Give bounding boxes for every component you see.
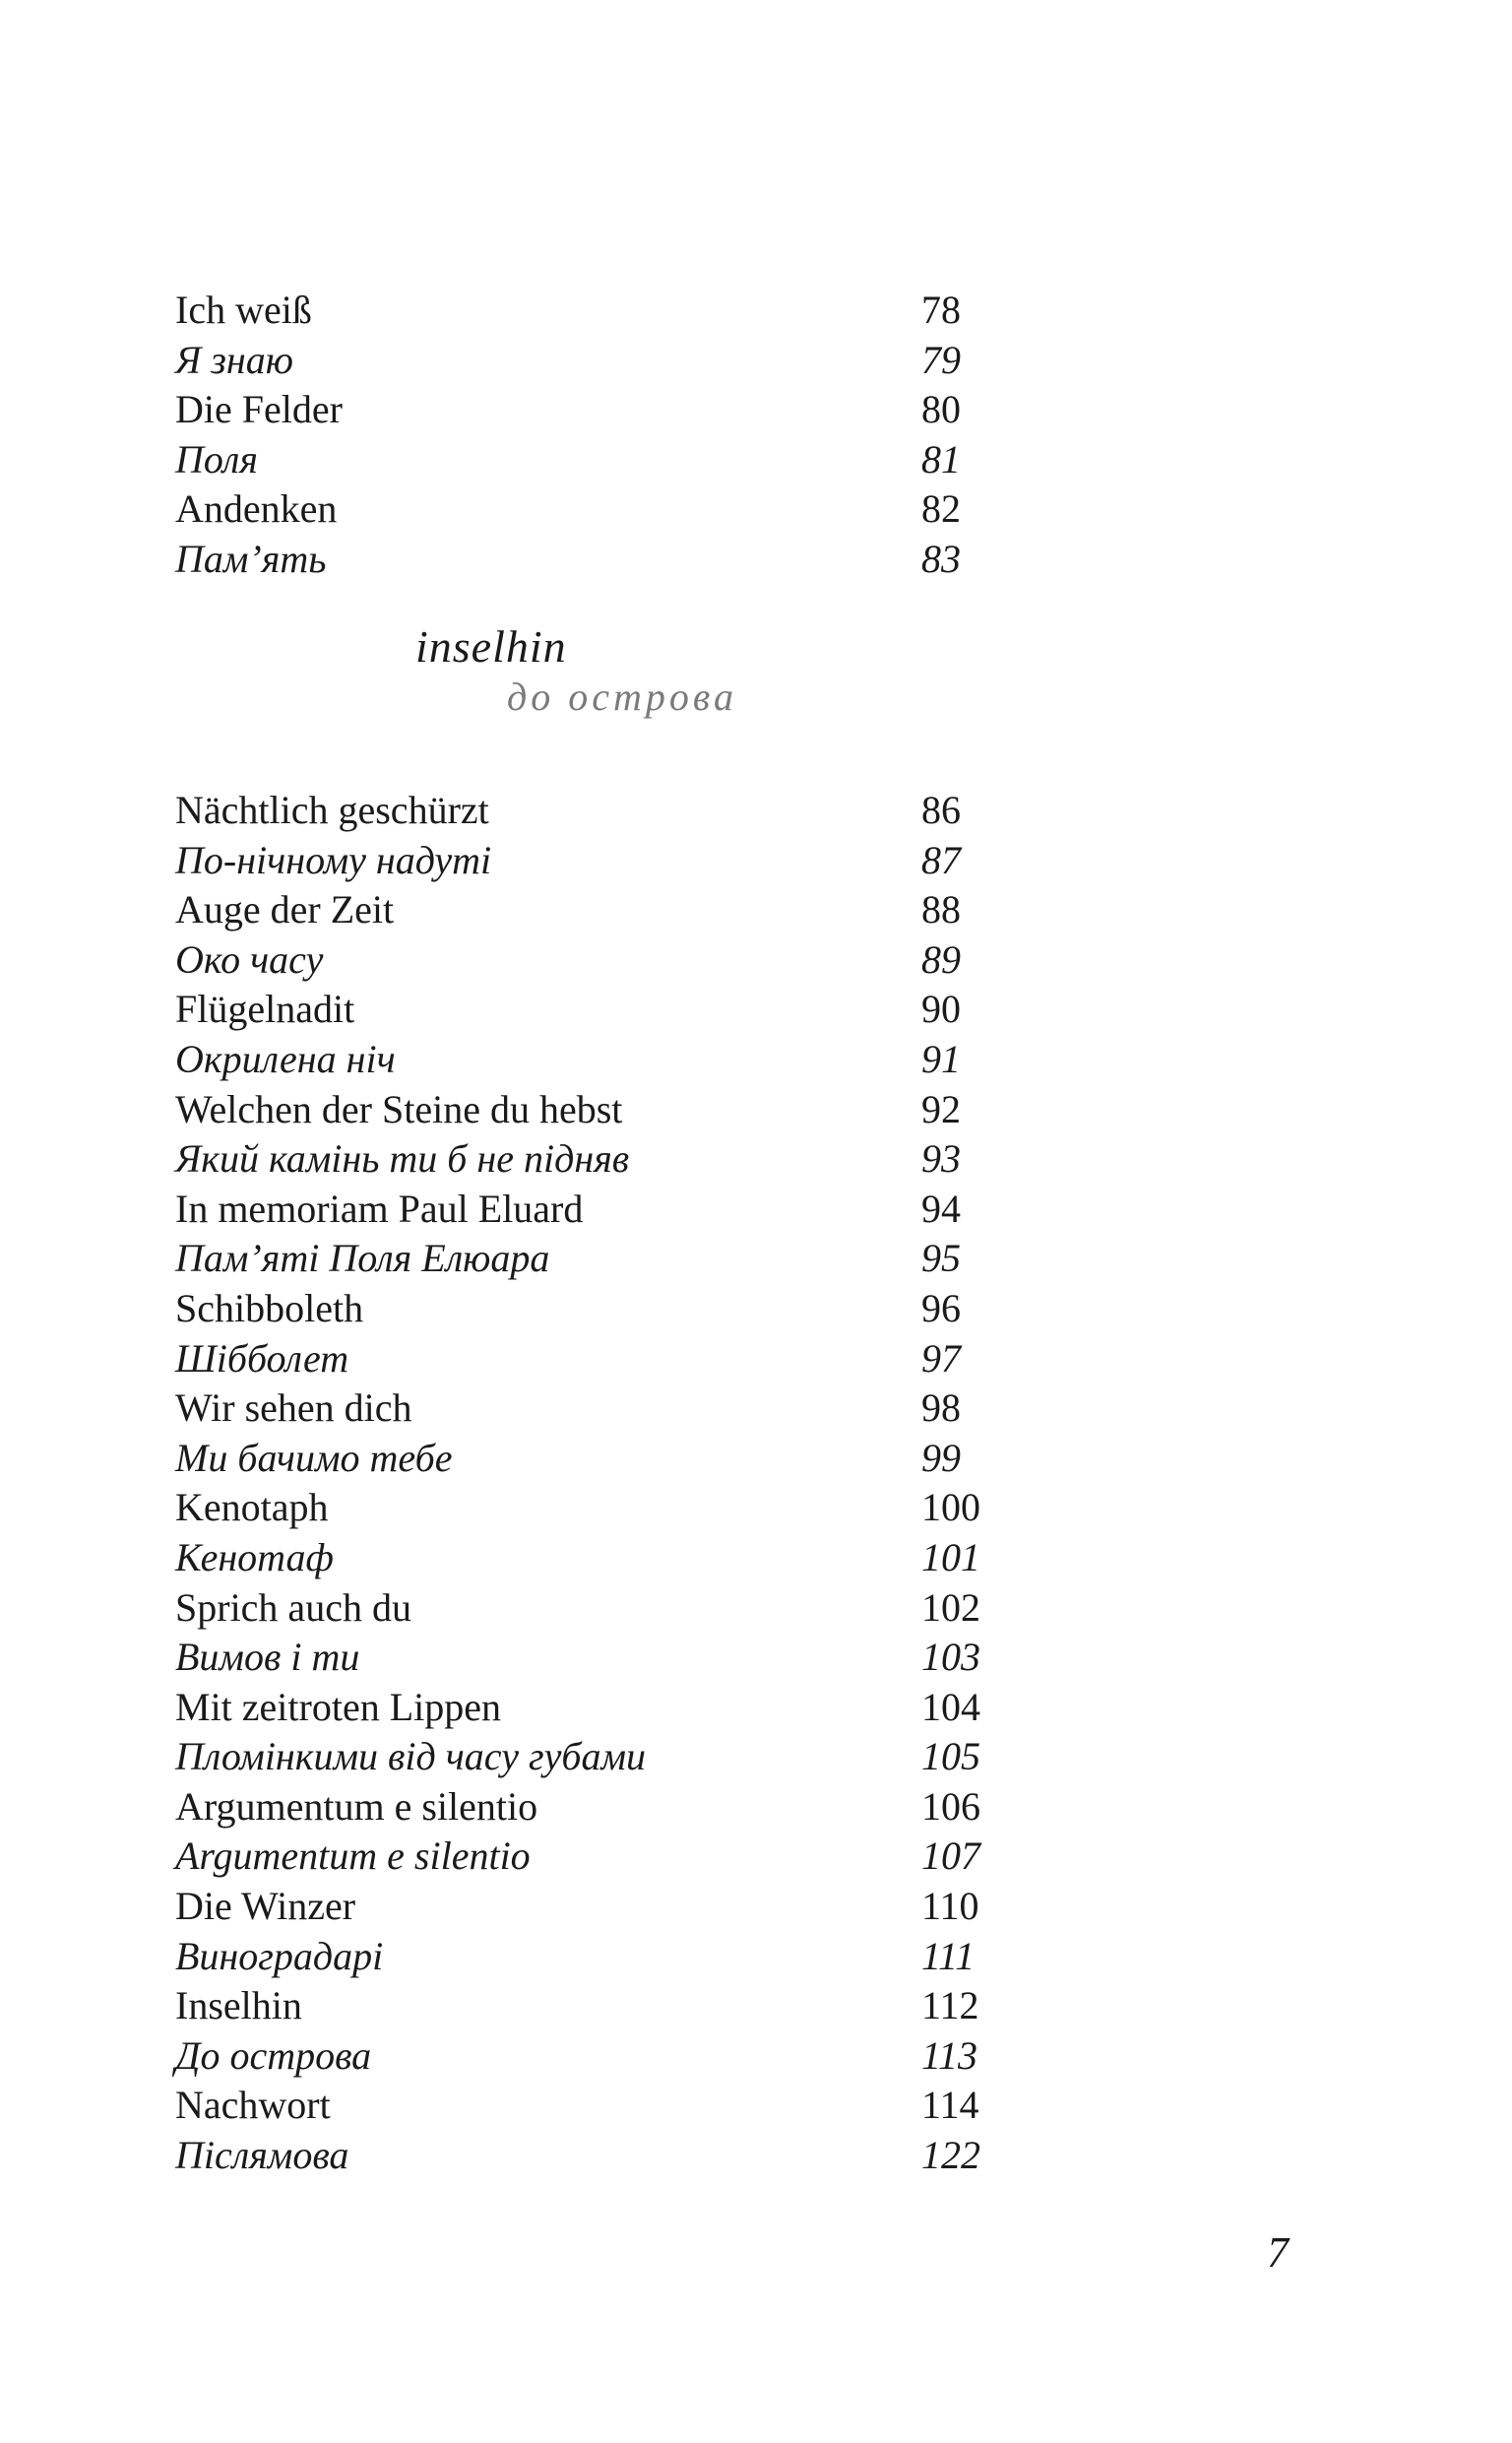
toc-entry-page: 90 bbox=[921, 987, 961, 1032]
toc-entry bbox=[175, 1932, 1012, 1982]
toc-entry bbox=[175, 484, 1012, 535]
toc-entry-title: Око часу bbox=[175, 936, 324, 982]
toc-entry-title: Auge der Zeit bbox=[175, 887, 395, 932]
toc-entry bbox=[175, 1683, 1012, 1733]
toc-entry-page: 78 bbox=[921, 288, 961, 332]
toc-entry-page: 92 bbox=[921, 1086, 961, 1131]
page-number: 7 bbox=[1267, 2228, 1289, 2277]
toc-entry bbox=[175, 2081, 1012, 2131]
toc-entry bbox=[175, 885, 1012, 935]
toc-entry bbox=[175, 435, 1012, 485]
toc-entry-title: До острова bbox=[175, 2032, 372, 2078]
toc-entry-page: 83 bbox=[921, 536, 961, 581]
toc-entry bbox=[175, 786, 1012, 836]
toc-entry-page: 86 bbox=[921, 788, 961, 832]
toc-entry bbox=[175, 1383, 1012, 1434]
toc-entry-title: Nachwort bbox=[175, 2083, 331, 2128]
toc-entry bbox=[175, 1284, 1012, 1334]
toc-entry-title: Пломінкими від часу губами bbox=[175, 1734, 647, 1779]
toc-entry bbox=[175, 1185, 1012, 1235]
toc-entry bbox=[175, 535, 1012, 585]
toc-entry-title: Пам’яті Поля Елюара bbox=[175, 1236, 550, 1281]
toc-entry bbox=[175, 286, 1012, 336]
toc-entry-title: Schibboleth bbox=[175, 1285, 364, 1330]
toc-entry bbox=[175, 935, 1012, 986]
toc-entry bbox=[175, 1533, 1012, 1583]
toc-entry-page: 104 bbox=[921, 1684, 980, 1729]
toc-entry-page: 82 bbox=[921, 486, 961, 532]
toc-entry bbox=[175, 1334, 1012, 1384]
toc-entry-title: Wir sehen dich bbox=[175, 1385, 412, 1431]
toc-entry-page: 110 bbox=[921, 1884, 979, 1929]
toc-entry bbox=[175, 1832, 1012, 1882]
toc-entry-title: Inselhin bbox=[175, 1983, 302, 2028]
toc-entry bbox=[175, 1583, 1012, 1634]
toc-entry-page: 107 bbox=[921, 1833, 980, 1879]
toc-entry-page: 100 bbox=[921, 1485, 980, 1530]
toc-entry-title: По-нічному надуті bbox=[175, 837, 492, 882]
toc-entry bbox=[175, 385, 1012, 435]
toc-entry bbox=[175, 1633, 1012, 1683]
toc-list-part1 bbox=[175, 286, 1012, 585]
toc-entry-title: Argumentum e silentio bbox=[175, 1833, 531, 1879]
toc-entry-page: 112 bbox=[921, 1983, 979, 2028]
toc-entry bbox=[175, 1035, 1012, 1085]
toc-entry bbox=[175, 336, 1012, 386]
toc-entry-page: 96 bbox=[921, 1285, 961, 1330]
toc-entry-title: Я знаю bbox=[175, 337, 293, 382]
toc-entry bbox=[175, 1981, 1012, 2031]
toc-entry-title: Вимов і ти bbox=[175, 1635, 360, 1680]
toc-entry bbox=[175, 985, 1012, 1035]
toc-entry-title: Die Winzer bbox=[175, 1884, 356, 1929]
toc-entry-page: 87 bbox=[921, 837, 961, 882]
toc-entry-title: Welchen der Steine du hebst bbox=[175, 1086, 623, 1131]
toc-entry-page: 106 bbox=[921, 1783, 980, 1829]
toc-entry bbox=[175, 1483, 1012, 1533]
toc-entry-page: 102 bbox=[921, 1584, 980, 1630]
toc-entry-title: Післямова bbox=[175, 2133, 349, 2178]
toc-entry-page: 99 bbox=[921, 1435, 961, 1480]
toc-entry bbox=[175, 1434, 1012, 1484]
toc-entry bbox=[175, 1732, 1012, 1782]
toc-entry-title: Пам’ять bbox=[175, 536, 327, 581]
toc-entry-title: Mit zeitroten Lippen bbox=[175, 1684, 502, 1729]
toc-entry-page: 79 bbox=[921, 337, 961, 382]
toc-entry-title: Окрилена ніч bbox=[175, 1036, 396, 1081]
toc-entry-title: In memoriam Paul Eluard bbox=[175, 1186, 584, 1231]
toc-entry-page: 95 bbox=[921, 1236, 961, 1281]
toc-entry-title: Argumentum e silentio bbox=[175, 1783, 538, 1829]
toc-entry-title: Шібболет bbox=[175, 1335, 349, 1381]
toc-entry-page: 114 bbox=[921, 2083, 979, 2128]
toc-entry bbox=[175, 1234, 1012, 1284]
toc-entry bbox=[175, 1134, 1012, 1185]
toc-entry-page: 111 bbox=[921, 1933, 976, 1978]
toc-entry-page: 88 bbox=[921, 887, 961, 932]
toc-entry-page: 122 bbox=[921, 2133, 980, 2178]
toc-entry-title: Виноградарі bbox=[175, 1933, 384, 1978]
toc-entry-title: Andenken bbox=[175, 486, 338, 532]
toc-entry-title: Ми бачимо тебе bbox=[175, 1435, 453, 1480]
toc-entry-page: 97 bbox=[921, 1335, 961, 1381]
toc-entry-page: 80 bbox=[921, 387, 961, 432]
toc-entry bbox=[175, 2031, 1012, 2082]
toc-entry bbox=[175, 2131, 1012, 2181]
toc-entry-page: 101 bbox=[921, 1534, 980, 1579]
toc-entry-page: 89 bbox=[921, 936, 961, 982]
toc-entry-title: Kenotaph bbox=[175, 1485, 329, 1530]
toc-entry-title: Flügelnadit bbox=[175, 987, 355, 1032]
toc-entry-page: 105 bbox=[921, 1734, 980, 1779]
toc-entry bbox=[175, 1085, 1012, 1135]
toc-entry-title: Sprich auch du bbox=[175, 1584, 411, 1630]
toc-entry-page: 94 bbox=[921, 1186, 961, 1231]
toc-entry-title: Кенотаф bbox=[175, 1534, 334, 1579]
section-subtitle: до острова bbox=[507, 675, 737, 719]
toc-entry-page: 98 bbox=[921, 1385, 961, 1431]
toc-entry-page: 113 bbox=[921, 2032, 978, 2078]
toc-entry bbox=[175, 836, 1012, 886]
toc-entry-title: Die Felder bbox=[175, 387, 343, 432]
toc-entry bbox=[175, 1782, 1012, 1832]
toc-entry-page: 91 bbox=[921, 1036, 961, 1081]
toc-entry bbox=[175, 1882, 1012, 1932]
toc-entry-title: Ich weiß bbox=[175, 288, 312, 332]
toc-entry-page: 103 bbox=[921, 1635, 980, 1680]
toc-entry-title: Який камінь ти б не підняв bbox=[175, 1136, 630, 1182]
toc-entry-title: Поля bbox=[175, 436, 258, 482]
toc-entry-title: Nächtlich geschürzt bbox=[175, 788, 489, 832]
toc-entry-page: 93 bbox=[921, 1136, 961, 1182]
section-title: inselhin bbox=[415, 621, 567, 672]
toc-list-part2 bbox=[175, 786, 1012, 2181]
toc-entry-page: 81 bbox=[921, 436, 961, 482]
